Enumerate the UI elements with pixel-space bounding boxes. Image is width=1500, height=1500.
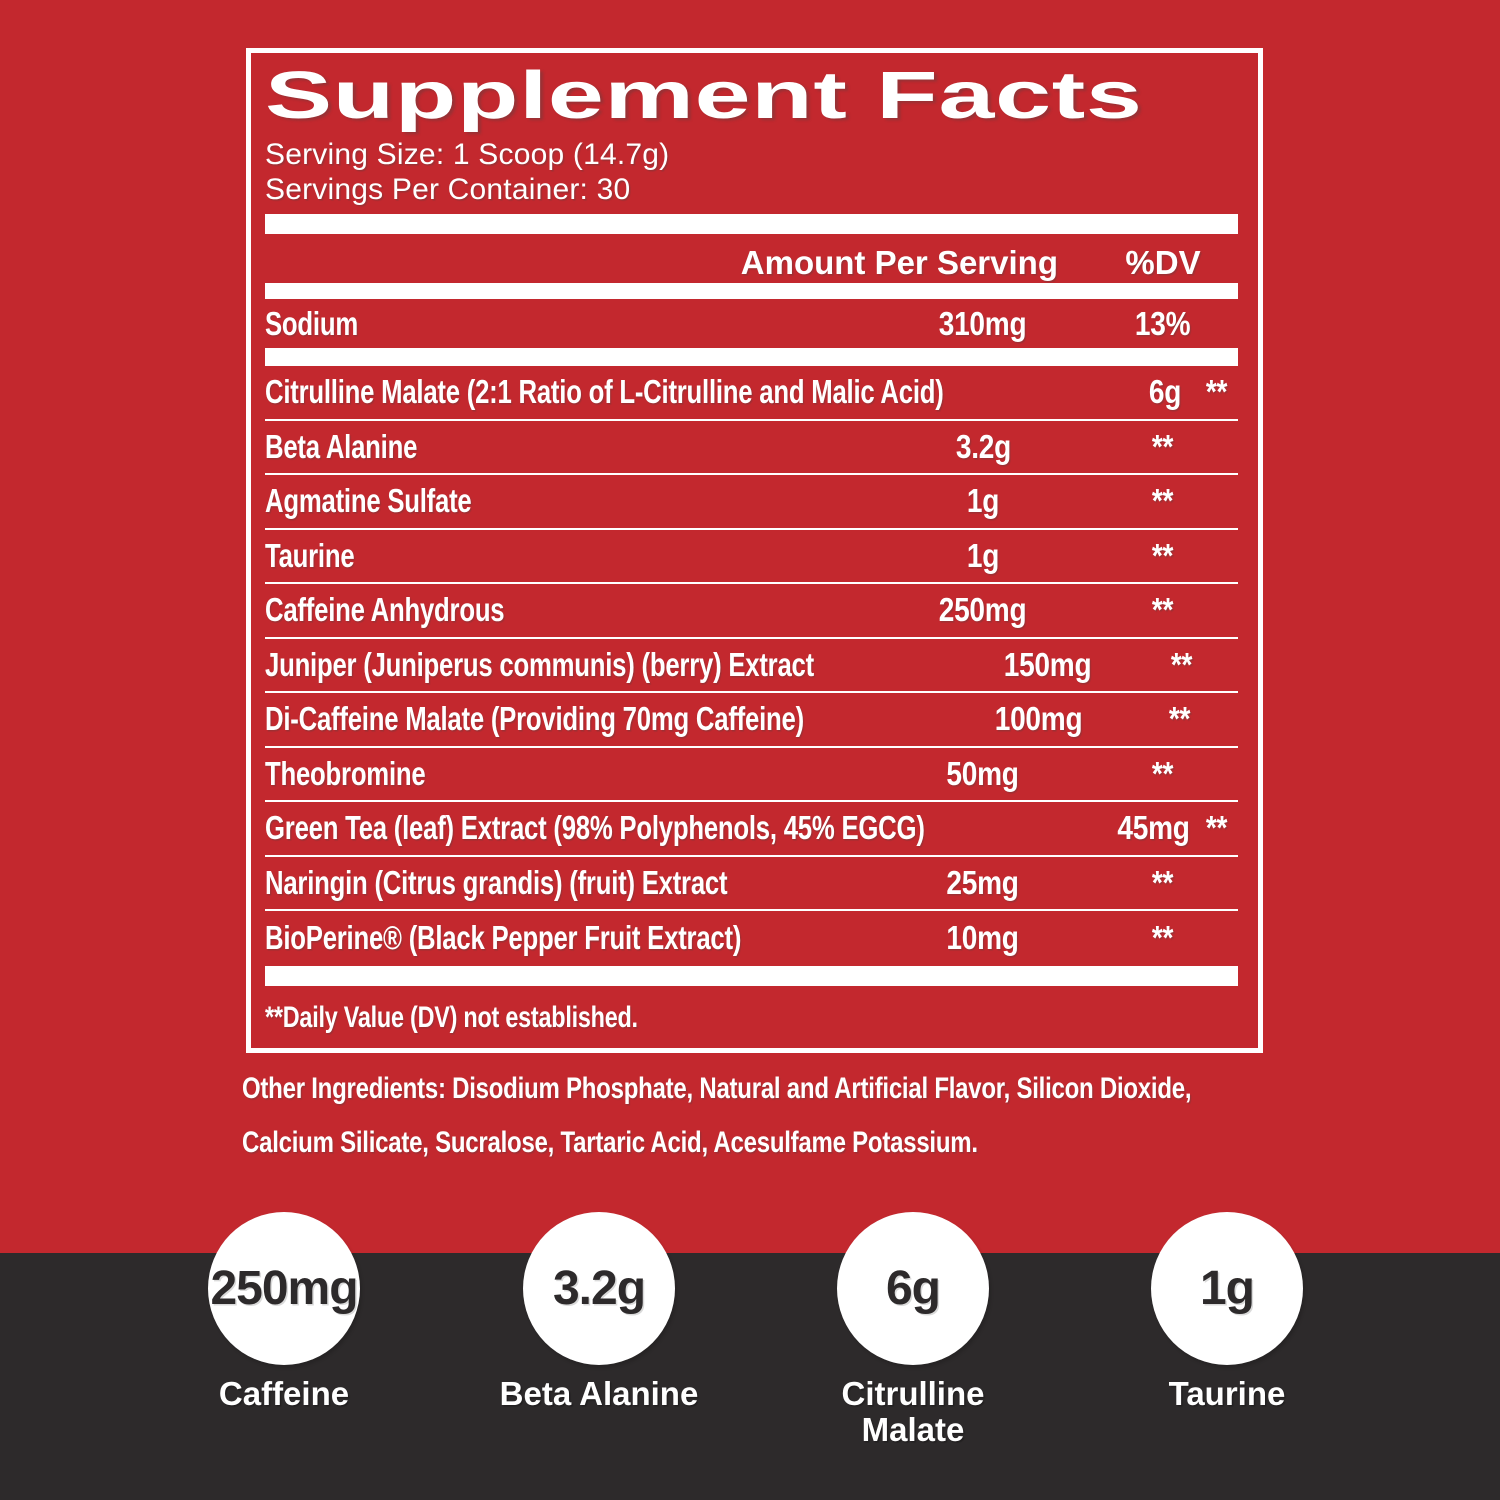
ingredient-name: Agmatine Sulfate bbox=[265, 482, 472, 520]
ingredient-dv: 13% bbox=[1135, 304, 1191, 342]
ingredient-name: Beta Alanine bbox=[265, 427, 418, 465]
table-row bbox=[265, 530, 1238, 585]
divider-thick bbox=[265, 283, 1238, 299]
table-row bbox=[265, 693, 1238, 748]
ingredient-dv: ** bbox=[1152, 754, 1174, 792]
panel-title-text: Supplement Facts bbox=[265, 58, 1143, 133]
ingredient-rows bbox=[265, 366, 1238, 966]
ingredient-amount: 45mg bbox=[1117, 809, 1190, 847]
other-ingredients-line1: Other Ingredients: Disodium Phosphate, Natural and Artificial Flavor, Silicon Dioxide, bbox=[242, 1072, 1192, 1105]
highlight-value: 6g bbox=[885, 1262, 940, 1315]
ingredient-amount: 1g bbox=[966, 536, 1000, 574]
table-row bbox=[265, 911, 1238, 966]
table-row bbox=[265, 802, 1238, 857]
highlight-circle-citrulline-malate bbox=[837, 1212, 989, 1365]
panel-title bbox=[265, 57, 1238, 137]
table-row bbox=[265, 639, 1238, 694]
highlight-circle-taurine bbox=[1151, 1212, 1303, 1365]
divider-thick bbox=[265, 966, 1238, 986]
highlight-label-citrulline-malate: Citrulline Malate bbox=[841, 1375, 985, 1448]
ingredient-dv: ** bbox=[1171, 645, 1193, 683]
ingredient-amount: 50mg bbox=[946, 754, 1020, 792]
table-row bbox=[265, 421, 1238, 476]
ingredient-dv: ** bbox=[1152, 427, 1174, 465]
ingredient-amount: 250mg bbox=[939, 591, 1027, 629]
ingredient-name: BioPerine® (Black Pepper Fruit Extract) bbox=[265, 919, 742, 957]
table-row bbox=[265, 857, 1238, 912]
servings-per-container: Servings Per Container: 30 bbox=[265, 173, 631, 206]
table-header-row bbox=[265, 243, 1238, 283]
divider-thick bbox=[265, 214, 1238, 234]
ingredient-amount: 1g bbox=[966, 482, 1000, 520]
table-row bbox=[265, 748, 1238, 803]
ingredient-name: Taurine bbox=[265, 536, 355, 574]
ingredient-dv: ** bbox=[1152, 919, 1174, 957]
ingredient-name: Green Tea (leaf) Extract (98% Polyphenols, 45% EGCG) bbox=[265, 809, 925, 847]
table-row bbox=[265, 584, 1238, 639]
ingredient-name: Naringin (Citrus grandis) (fruit) Extract bbox=[265, 863, 728, 901]
highlight-label-taurine: Taurine bbox=[1168, 1375, 1286, 1412]
divider-thick bbox=[265, 348, 1238, 366]
ingredient-name: Caffeine Anhydrous bbox=[265, 591, 505, 629]
highlight-circle-caffeine bbox=[208, 1212, 360, 1365]
table-row bbox=[265, 366, 1238, 421]
ingredient-dv: ** bbox=[1152, 482, 1174, 520]
dv-footnote-text: **Daily Value (DV) not established. bbox=[265, 1000, 638, 1034]
header-percent-dv: %DV bbox=[1125, 244, 1201, 281]
highlight-label-beta-alanine: Beta Alanine bbox=[499, 1375, 699, 1412]
highlight-value: 1g bbox=[1199, 1262, 1254, 1315]
other-ingredients bbox=[242, 1062, 1272, 1170]
ingredient-amount: 6g bbox=[1148, 373, 1182, 411]
highlight-label-caffeine: Caffeine bbox=[218, 1375, 350, 1412]
ingredient-dv: ** bbox=[1205, 373, 1228, 411]
supplement-facts-panel bbox=[246, 48, 1263, 1053]
highlight-value: 3.2g bbox=[552, 1262, 646, 1315]
highlight-value: 250mg bbox=[210, 1262, 358, 1315]
dv-footnote bbox=[265, 996, 1238, 1040]
ingredient-dv: ** bbox=[1152, 863, 1174, 901]
header-amount-per-serving: Amount Per Serving bbox=[740, 244, 1058, 281]
ingredient-amount: 25mg bbox=[946, 863, 1020, 901]
ingredient-amount: 150mg bbox=[1003, 645, 1092, 683]
table-row-sodium bbox=[265, 299, 1238, 348]
highlight-circle-beta-alanine bbox=[523, 1212, 675, 1365]
table-row bbox=[265, 475, 1238, 530]
ingredient-amount: 100mg bbox=[994, 700, 1082, 738]
serving-size: Serving Size: 1 Scoop (14.7g) bbox=[265, 138, 670, 171]
ingredient-amount: 3.2g bbox=[955, 427, 1011, 465]
ingredient-amount: 10mg bbox=[946, 919, 1020, 957]
ingredient-dv: ** bbox=[1152, 591, 1174, 629]
ingredient-amount: 310mg bbox=[939, 304, 1027, 342]
ingredient-dv: ** bbox=[1152, 536, 1174, 574]
ingredient-name: Sodium bbox=[265, 304, 358, 342]
ingredient-name: Theobromine bbox=[265, 754, 426, 792]
ingredient-dv: ** bbox=[1206, 809, 1228, 847]
ingredient-name: Juniper (Juniperus communis) (berry) Extract bbox=[265, 645, 814, 683]
ingredient-dv: ** bbox=[1168, 700, 1190, 738]
ingredient-name: Citrulline Malate (2:1 Ratio of L-Citrulline and Malic Acid) bbox=[265, 373, 944, 411]
other-ingredients-line2: Calcium Silicate, Sucralose, Tartaric Acid, Acesulfame Potassium. bbox=[242, 1126, 978, 1159]
ingredient-name: Di-Caffeine Malate (Providing 70mg Caffeine) bbox=[265, 700, 804, 738]
